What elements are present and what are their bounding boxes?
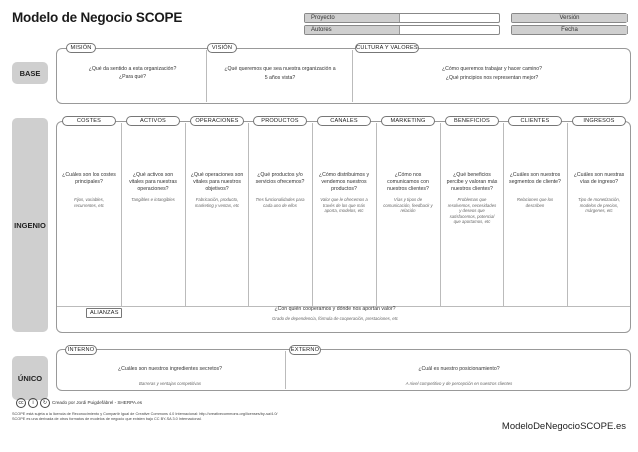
tab-vision[interactable]: VISIÓN <box>207 43 237 53</box>
ingenio-question: ¿Cuáles son nuestros segmentos de cliente? <box>509 172 561 185</box>
brand-url[interactable]: ModeloDeNegocioSCOPE.es <box>501 421 626 432</box>
footer-credit: Creado por Jordi Puigdefàbrel - SHERPA.es <box>52 400 143 405</box>
vision-question-2: 5 años vista? <box>264 75 296 81</box>
ingenio-question: ¿Qué operaciones son vitales para nuestros objetivos? <box>190 172 244 192</box>
vision-question: ¿Qué queremos que sea nuestra organización a <box>224 66 336 72</box>
license-line-1: SCOPE está sujeta a la licencia de Reconocimiento y Compartir Igual de Creative Commons 4.0 Internacional: http://creativecommons.org/licenses/by-sa/4.0/ <box>12 412 278 416</box>
section-base: BASE <box>12 62 48 84</box>
fecha-label: Fecha <box>512 26 628 34</box>
cultura-question-2: ¿Qué principios nos representan mejor? <box>445 75 539 81</box>
cultura-question: ¿Cómo queremos trabajar y hacer camino? <box>441 66 543 72</box>
ingenio-divider <box>567 123 568 306</box>
alianzas-question: ¿Con quién cooperamos y dónde nos aportan valor? <box>274 306 396 312</box>
ingenio-question: ¿Cuáles son nuestras vías de ingreso? <box>573 172 625 185</box>
license-line-2: SCOPE es una derivada de otros formatos de modelos de negocio que existen bajo CC BY-SA 3.0 Internacional. <box>12 417 202 421</box>
ingenio-divider <box>376 123 377 306</box>
proyecto-field[interactable] <box>304 13 500 23</box>
tab-interno[interactable]: INTERNO <box>65 345 97 355</box>
ingenio-question: ¿Cuáles son los costes principales? <box>62 172 116 185</box>
tab-marketing[interactable]: MARKETING <box>381 116 435 126</box>
tab-clientes[interactable]: CLIENTES <box>508 116 562 126</box>
version-field[interactable] <box>511 13 627 23</box>
page-title: Modelo de Negocio SCOPE <box>12 10 183 25</box>
ingenio-divider <box>121 123 122 306</box>
tab-beneficios[interactable]: BENEFICIOS <box>445 116 499 126</box>
mision-question: ¿Qué da sentido a esta organización? <box>88 66 177 72</box>
ingenio-divider <box>312 123 313 306</box>
base-divider-1 <box>206 50 207 102</box>
tab-operaciones[interactable]: OPERACIONES <box>190 116 244 126</box>
ingenio-hint: Tangibles e intangibles <box>131 197 175 202</box>
externo-hint: A nivel competitivo y de percepción en nuestros clientes <box>405 381 513 386</box>
interno-question: ¿Cuáles son nuestros ingredientes secretos? <box>117 366 223 372</box>
tab-mision[interactable]: MISIÓN <box>66 43 96 53</box>
unico-divider <box>285 351 286 389</box>
sa-icon: ↻ <box>40 398 50 408</box>
license-icons <box>16 398 50 408</box>
externo-question: ¿Cuál es nuestro posicionamiento? <box>418 366 500 372</box>
ingenio-question: ¿Qué beneficios percibe y valoran más nuestros clientes? <box>446 172 498 192</box>
tab-canales[interactable]: CANALES <box>317 116 371 126</box>
ingenio-hint: Tres funcionalidades para cada uno de ellos <box>255 197 305 208</box>
footer-license <box>12 412 342 422</box>
tab-alianzas[interactable]: ALIANZAS <box>86 308 122 318</box>
tab-activos[interactable]: ACTIVOS <box>126 116 180 126</box>
cc-icon: cc <box>16 398 26 408</box>
tab-costes[interactable]: COSTES <box>62 116 116 126</box>
ingenio-hint: Tipo de monetización, modelos de precios, márgenes, etc <box>578 197 620 214</box>
mision-question-2: ¿Para qué? <box>118 74 147 80</box>
by-icon: i <box>28 398 38 408</box>
ingenio-question: ¿Qué activos son vitales para nuestras operaciones? <box>129 172 177 192</box>
section-unico: ÚNICO <box>12 356 48 400</box>
tab-productos[interactable]: PRODUCTOS <box>253 116 307 126</box>
fecha-field[interactable] <box>511 25 627 35</box>
ingenio-question: ¿Cómo nos comunicamos con nuestros clientes? <box>387 172 429 192</box>
ingenio-hint: Fijos, variables, recurrentes, etc <box>74 197 104 208</box>
autores-field[interactable] <box>304 25 500 35</box>
ingenio-hint: Fabricación, producto, marketing y ventas, etc <box>194 197 240 208</box>
proyecto-label: Proyecto <box>305 14 400 22</box>
ingenio-hint: Problemas que resolvemos, necesidades y deseos que satisfacemos, potencial que aportamos, etc <box>447 197 497 225</box>
alianzas-hint: Grado de dependencia, fórmula de cooperación, prestaciones, etc <box>272 316 398 321</box>
ingenio-divider <box>440 123 441 306</box>
version-label: Versión <box>512 14 628 22</box>
tab-externo[interactable]: EXTERNO <box>290 347 320 353</box>
ingenio-divider <box>503 123 504 306</box>
tab-ingresos[interactable]: INGRESOS <box>572 116 626 126</box>
ingenio-divider <box>248 123 249 306</box>
base-divider-2 <box>352 50 353 102</box>
ingenio-question: ¿Qué productos y/o servicios ofrecemos? <box>255 172 305 185</box>
ingenio-divider <box>185 123 186 306</box>
ingenio-hint: Valor que le ofrecemos a través de los que más aporta, modelos, etc <box>320 197 368 214</box>
ingenio-hint: Relaciones que los describen <box>516 197 554 208</box>
autores-label: Autores <box>305 26 400 34</box>
ingenio-panel <box>56 121 631 333</box>
section-ingenio: INGENIO <box>12 118 48 332</box>
ingenio-question: ¿Cómo distribuimos y vendemos nuestros productos? <box>318 172 370 192</box>
interno-hint: Barreras y ventajas competitivas <box>138 381 202 386</box>
tab-cultura[interactable]: CULTURA Y VALORES <box>356 45 418 51</box>
ingenio-hint: Vías y tipos de comunicación, feedback y relación <box>383 197 433 214</box>
